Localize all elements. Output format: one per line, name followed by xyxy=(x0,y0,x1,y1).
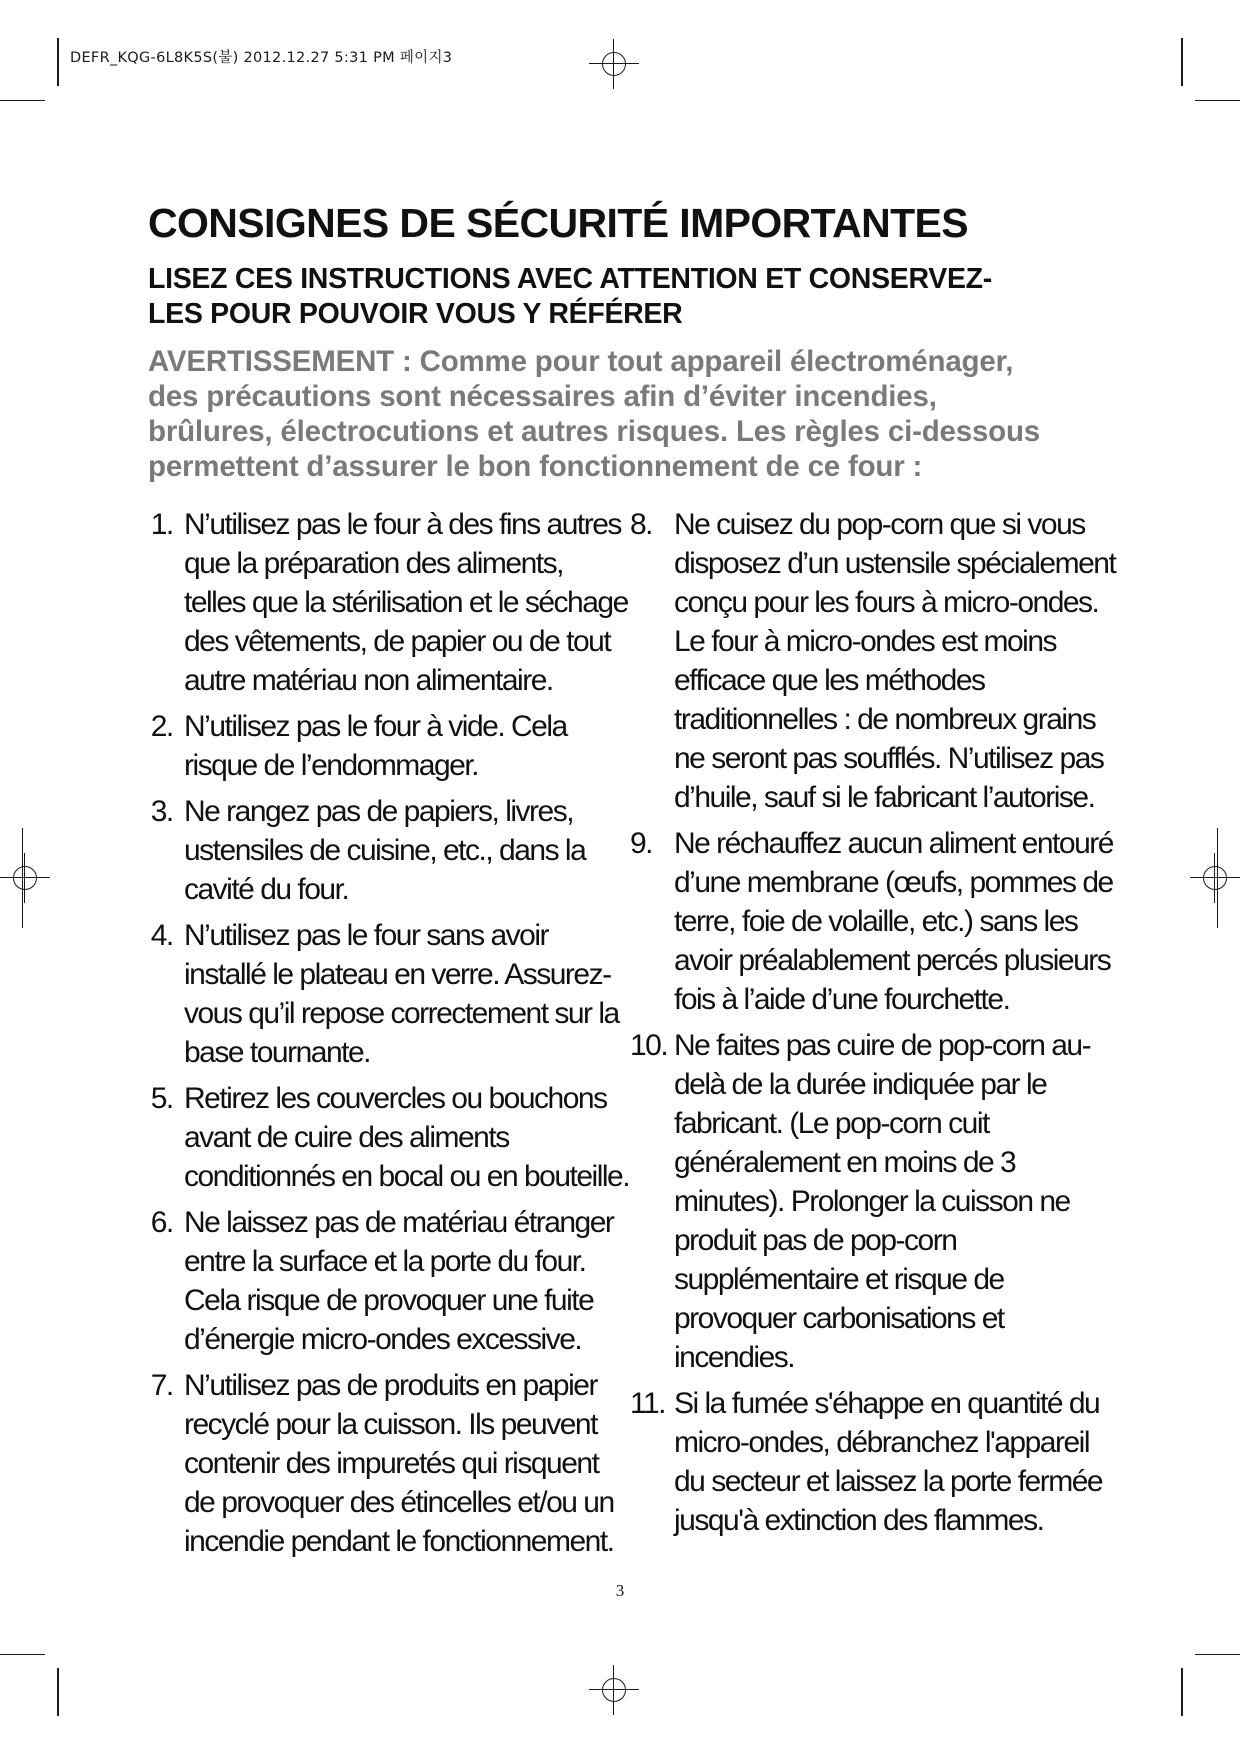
instruction-text-line: disposez d’un ustensile spécialement xyxy=(674,547,1116,580)
instruction-text-line: fois à l’aide d’une fourchette. xyxy=(674,983,1010,1016)
instruction-text-line: N’utilisez pas de produits en papier xyxy=(184,1369,597,1402)
instruction-text-line: ustensiles de cuisine, etc., dans la xyxy=(184,834,586,867)
instruction-text-line: d’énergie micro-ondes excessive. xyxy=(184,1323,582,1356)
instruction-number: 10. xyxy=(630,1029,668,1062)
instruction-text-line: d’une membrane (œufs, pommes de xyxy=(674,866,1113,899)
instruction-text-line: N’utilisez pas le four à des fins autres xyxy=(184,508,621,541)
instruction-text-line: Le four à micro-ondes est moins xyxy=(674,625,1057,658)
instruction-item xyxy=(150,792,610,909)
instruction-text-line: du secteur et laissez la porte fermée xyxy=(674,1465,1103,1498)
instruction-text-line: terre, foie de volaille, etc.) sans les xyxy=(674,905,1078,938)
instruction-text-line: installé le plateau en verre. Assurez- xyxy=(184,958,611,991)
instruction-text-line: vous qu’il repose correctement sur la xyxy=(184,997,619,1030)
instruction-text-line: de provoquer des étincelles et/ou un xyxy=(184,1486,614,1519)
instruction-text-line: jusqu'à extinction des flammes. xyxy=(674,1504,1044,1537)
instruction-text-line: risque de l’endommager. xyxy=(184,749,479,782)
crop-mark xyxy=(1195,100,1240,101)
instruction-text-line: des vêtements, de papier ou de tout xyxy=(184,625,611,658)
print-slug: DEFR_KQG-6L8K5S(불) 2012.12.27 5:31 PM 페이지3 xyxy=(70,50,453,66)
crop-mark xyxy=(0,100,45,101)
crop-mark xyxy=(1195,1654,1240,1655)
instruction-text-line: avant de cuire des aliments xyxy=(184,1121,509,1154)
warning-line: brûlures, électrocutions et autres risques. Les règles ci-dessous xyxy=(148,415,1040,448)
warning-line: AVERTISSEMENT : Comme pour tout appareil électroménager, xyxy=(148,345,1014,378)
registration-mark xyxy=(589,1665,639,1715)
instruction-text-line: telles que la stérilisation et le séchage xyxy=(184,586,628,619)
instruction-item xyxy=(150,916,619,1072)
instruction-text-line: Ne réchauffez aucun aliment entouré xyxy=(674,827,1113,860)
warning-paragraph xyxy=(148,344,1040,484)
warning-line: des précautions sont nécessaires afin d’éviter incendies, xyxy=(148,380,937,413)
instruction-text-line: supplémentaire et risque de xyxy=(674,1263,1004,1296)
registration-mark xyxy=(589,39,639,89)
instructions-left-column xyxy=(150,505,630,1568)
instruction-text-line: généralement en moins de 3 xyxy=(674,1146,1016,1179)
instruction-text-line: Ne cuisez du pop-corn que si vous xyxy=(674,508,1085,541)
instruction-text-line: Si la fumée s'éhappe en quantité du xyxy=(674,1387,1100,1420)
warning-line: permettent d’assurer le bon fonctionnement de ce four : xyxy=(148,450,923,483)
instruction-text-line: entre la surface et la porte du four. xyxy=(184,1245,586,1278)
instruction-number: 9. xyxy=(630,827,653,860)
instruction-number: 7. xyxy=(150,1369,173,1402)
instruction-number: 5. xyxy=(150,1082,173,1115)
instruction-number: 3. xyxy=(150,795,173,828)
instruction-text-line: Ne faites pas cuire de pop-corn au- xyxy=(674,1029,1091,1062)
instruction-item xyxy=(630,1384,1103,1540)
instruction-text-line: ne seront pas soufflés. N’utilisez pas xyxy=(674,742,1104,775)
instruction-text-line: provoquer carbonisations et xyxy=(674,1302,1004,1335)
instruction-text-line: N’utilisez pas le four à vide. Cela xyxy=(184,710,567,743)
instruction-text-line: autre matériau non alimentaire. xyxy=(184,664,553,697)
crop-mark xyxy=(1181,1668,1183,1716)
instruction-text-line: d’huile, sauf si le fabricant l’autorise. xyxy=(674,781,1095,814)
crop-mark xyxy=(1181,38,1183,86)
instruction-text-line: conçu pour les fours à micro-ondes. xyxy=(674,586,1099,619)
instructions-right-column xyxy=(630,505,1116,1547)
instruction-item xyxy=(150,1203,614,1359)
instruction-item xyxy=(630,1026,1100,1377)
instruction-text-line: Ne laissez pas de matériau étranger xyxy=(184,1206,614,1239)
crop-mark xyxy=(0,1654,45,1655)
instruction-number: 11. xyxy=(630,1387,665,1420)
instruction-text-line: avoir préalablement percés plusieurs xyxy=(674,944,1111,977)
instruction-item xyxy=(150,505,628,700)
instruction-item xyxy=(150,1366,614,1561)
instruction-text-line: incendies. xyxy=(674,1341,795,1374)
crop-mark xyxy=(57,38,59,86)
instruction-text-line: delà de la durée indiquée par le xyxy=(674,1068,1047,1101)
instruction-text-line: Ne rangez pas de papiers, livres, xyxy=(184,795,574,828)
instruction-number: 8. xyxy=(630,508,653,541)
subtitle xyxy=(148,262,992,332)
instruction-item xyxy=(150,707,610,785)
instruction-text-line: incendie pendant le fonctionnement. xyxy=(184,1525,614,1558)
instruction-number: 1. xyxy=(150,508,173,541)
instruction-text-line: conditionnés en bocal ou en bouteille. xyxy=(184,1160,630,1193)
instruction-text-line: produit pas de pop-corn xyxy=(674,1224,957,1257)
instruction-text-line: Cela risque de provoquer une fuite xyxy=(184,1284,594,1317)
registration-mark xyxy=(1190,853,1240,903)
instruction-text-line: cavité du four. xyxy=(184,873,349,906)
instruction-text-line: fabricant. (Le pop-corn cuit xyxy=(674,1107,989,1140)
instruction-text-line: que la préparation des aliments, xyxy=(184,547,563,580)
instruction-number: 4. xyxy=(150,919,173,952)
subtitle-line: LES POUR POUVOIR VOUS Y RÉFÉRER xyxy=(148,298,683,330)
instruction-item xyxy=(630,505,1116,817)
instruction-text-line: micro-ondes, débranchez l'appareil xyxy=(674,1426,1089,1459)
page-title: CONSIGNES DE SÉCURITÉ IMPORTANTES xyxy=(148,200,969,246)
subtitle-line: LISEZ CES INSTRUCTIONS AVEC ATTENTION ET CONSERVEZ- xyxy=(148,263,992,295)
instruction-text-line: Retirez les couvercles ou bouchons xyxy=(184,1082,607,1115)
instruction-text-line: minutes). Prolonger la cuisson ne xyxy=(674,1185,1070,1218)
instruction-item xyxy=(150,1079,630,1196)
crop-mark xyxy=(57,1668,59,1716)
instruction-text-line: N’utilisez pas le four sans avoir xyxy=(184,919,549,952)
instruction-text-line: efficace que les méthodes xyxy=(674,664,985,697)
page-number: 3 xyxy=(615,1581,625,1600)
instruction-item xyxy=(630,824,1113,1019)
instruction-text-line: contenir des impuretés qui risquent xyxy=(184,1447,599,1480)
registration-mark xyxy=(0,853,50,903)
instruction-number: 6. xyxy=(150,1206,173,1239)
instruction-text-line: recyclé pour la cuisson. Ils peuvent xyxy=(184,1408,597,1441)
instruction-text-line: base tournante. xyxy=(184,1036,370,1069)
instruction-text-line: traditionnelles : de nombreux grains xyxy=(674,703,1096,736)
instruction-number: 2. xyxy=(150,710,173,743)
